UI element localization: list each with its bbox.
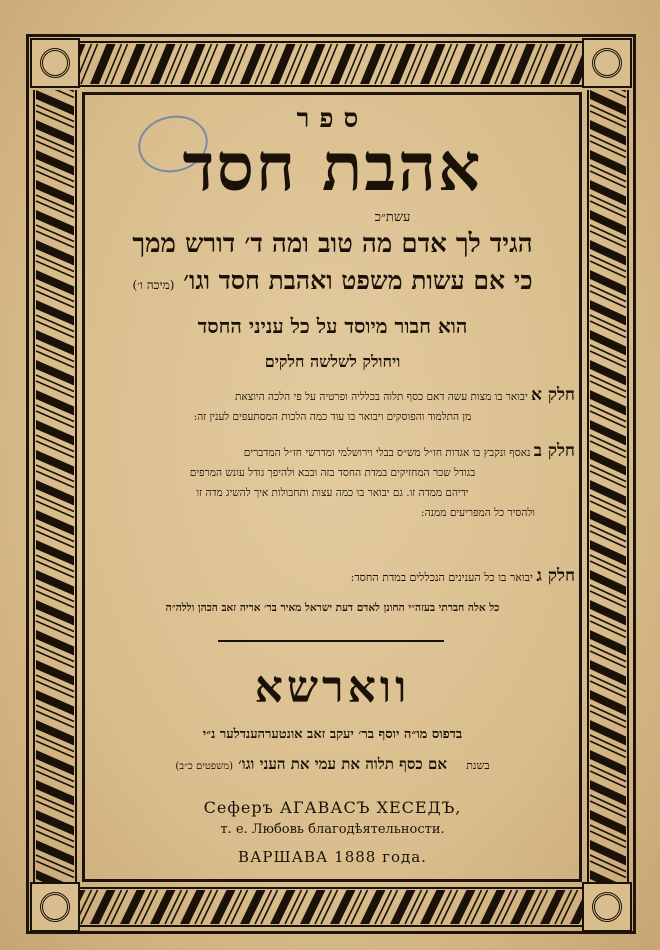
interlace-strap [590,690,626,716]
interlace-strap [590,480,626,506]
interlace-strap [510,890,536,924]
interlace-strap [590,450,626,476]
interlace-strap [590,570,626,596]
author-line: כל אלה חברתי בעזה״י החונן לאדם דעת ישראל מאיר בר׳ אריה זאב הכהן וללה״ה [165,602,500,614]
interlace-strap [420,44,446,84]
interlace-strap [540,890,566,924]
interlace-strap [150,44,176,84]
russian-imprint: ВАРШАВА 1888 года. [238,848,427,866]
interlace-strap [150,890,176,924]
part-3: חלק ג יבואר בו כל הענינים הנכללים במדת החסד: [350,566,575,586]
interlace-strap [36,270,74,296]
interlace-strap [590,210,626,236]
interlace-strap [36,300,74,326]
interlace-strap [120,44,146,84]
interlace-strap [590,180,626,206]
interlace-strap [36,360,74,386]
divider-rule [218,640,444,642]
interlace-strap [240,890,266,924]
interlace-strap [590,810,626,836]
part-2-label: חלק ב [533,441,575,461]
interlace-strap [300,890,326,924]
part-3-label: חלק ג [536,566,575,586]
ornamental-border-right [584,90,632,884]
interlace-strap [590,270,626,296]
interlace-strap [90,44,116,84]
russian-title: Сеферъ АГАВАСЪ ХЕСЕДЪ, [203,798,462,817]
interlace-strap [36,750,74,776]
interlace-strap [36,570,74,596]
interlace-strap [36,210,74,236]
interlace-strap [590,750,626,776]
description: הוא חבור מיוסד על כל עניני החסד [197,314,468,338]
interlace-strap [36,330,74,356]
interlace-strap [480,44,506,84]
interlace-strap [180,44,206,84]
interlace-strap [590,660,626,686]
interlace-strap [590,120,626,146]
year-label: בשנת [466,759,490,772]
verse-line-1: הגיד לך אדם מה טוב ומה ד׳ דורש ממך [132,229,533,259]
division-line: ויחולק לשלשה חלקים [264,352,401,371]
interlace-strap [210,890,236,924]
interlace-strap [590,150,626,176]
interlace-strap [36,120,74,146]
interlace-strap [330,890,356,924]
interlace-strap [590,420,626,446]
interlace-strap [36,540,74,566]
interlace-strap [120,890,146,924]
interlace-strap [590,300,626,326]
part-2: חלק ב נאסף ונקבץ בו אגדות חז״ל מש״ס בבלי וירושלמי ומדרשי חז״ל המדברים בגודל שכר המחזיקים במדת החסד בזה ובבא ולהיפך גודל עונש המרפים ידיהם ממדה זו. גם יבואר בו כמה עצות ותחבולות איך להשיג מדה זו ולהסיר כל המפריעים ממנה: [189,441,575,519]
interlace-line [590,90,626,92]
interlace-strap [590,90,626,116]
interlace-strap [270,44,296,84]
interlace-strap [420,890,446,924]
interlace-strap [390,44,416,84]
interlace-strap [36,630,74,656]
interlace-strap [590,600,626,626]
interlace-strap [36,510,74,536]
interlace-strap [36,420,74,446]
interlace-strap [590,360,626,386]
interlace-strap [450,890,476,924]
interlace-pattern [584,90,632,884]
interlace-strap [36,390,74,416]
interlace-strap [300,44,326,84]
interlace-pattern [30,38,632,90]
printer-line: בדפוס מו״ה יוסף בר׳ יעקב זאב אונטערהענדלער נ״י [202,727,463,742]
verse-line-2: כי אם עשות משפט ואהבת חסד וגו׳ (מיכה ו׳) [132,266,533,295]
verse-source: (מיכה ו׳) [132,278,175,292]
interlace-strap [590,840,626,866]
interlace-strap [590,780,626,806]
interlace-strap [36,450,74,476]
corner-rosette [30,882,80,932]
part-1: חלק א יבואר בו מצות עשה דאם כסף תלוה בכלליה ופרטיה על פי הלכה היוצאת מן התלמוד והפוסקים ויבואר בו עוד כמה הלכות המסתעפים לענין זה: [193,385,575,423]
interlace-strap [36,240,74,266]
year-line: בשנת אם כסף תלוה את עמי את העני וגו׳ (משפטים כ״ב) [175,755,490,773]
interlace-strap [450,44,476,84]
interlace-strap [36,150,74,176]
interlace-strap [590,630,626,656]
interlace-strap [90,890,116,924]
interlace-strap [210,44,236,84]
year-note: עשת״כ [374,210,411,225]
interlace-strap [36,660,74,686]
interlace-strap [36,690,74,716]
interlace-strap [36,780,74,806]
interlace-strap [590,510,626,536]
sefer-label: ספר [296,104,369,134]
russian-subtitle: т. е. Любовь благодѣятельности. [220,822,445,837]
interlace-strap [590,390,626,416]
interlace-strap [360,44,386,84]
interlace-strap [36,840,74,866]
interlace-pattern [30,90,80,884]
book-title: אהבת חסד [182,128,483,206]
interlace-line [36,90,74,92]
interlace-strap [390,890,416,924]
ornamental-border-bottom [30,884,632,930]
interlace-strap [36,720,74,746]
interlace-strap [590,540,626,566]
interlace-strap [590,330,626,356]
interlace-strap [36,810,74,836]
interlace-strap [360,890,386,924]
interlace-strap [36,90,74,116]
year-source: (משפטים כ״ב) [175,761,234,772]
interlace-strap [270,890,296,924]
interlace-strap [540,44,566,84]
ornamental-border-left [30,90,80,884]
interlace-strap [36,480,74,506]
interlace-strap [36,180,74,206]
corner-rosette [582,882,632,932]
part-1-label: חלק א [531,385,575,405]
corner-rosette [582,38,632,88]
interlace-strap [36,600,74,626]
interlace-strap [330,44,356,84]
interlace-strap [510,44,536,84]
interlace-strap [590,240,626,266]
city: ווארשא [254,662,411,713]
interlace-strap [590,720,626,746]
interlace-strap [180,890,206,924]
corner-rosette [30,38,80,88]
interlace-pattern [30,884,632,930]
ornamental-border-top [30,38,632,90]
interlace-strap [240,44,266,84]
interlace-strap [480,890,506,924]
